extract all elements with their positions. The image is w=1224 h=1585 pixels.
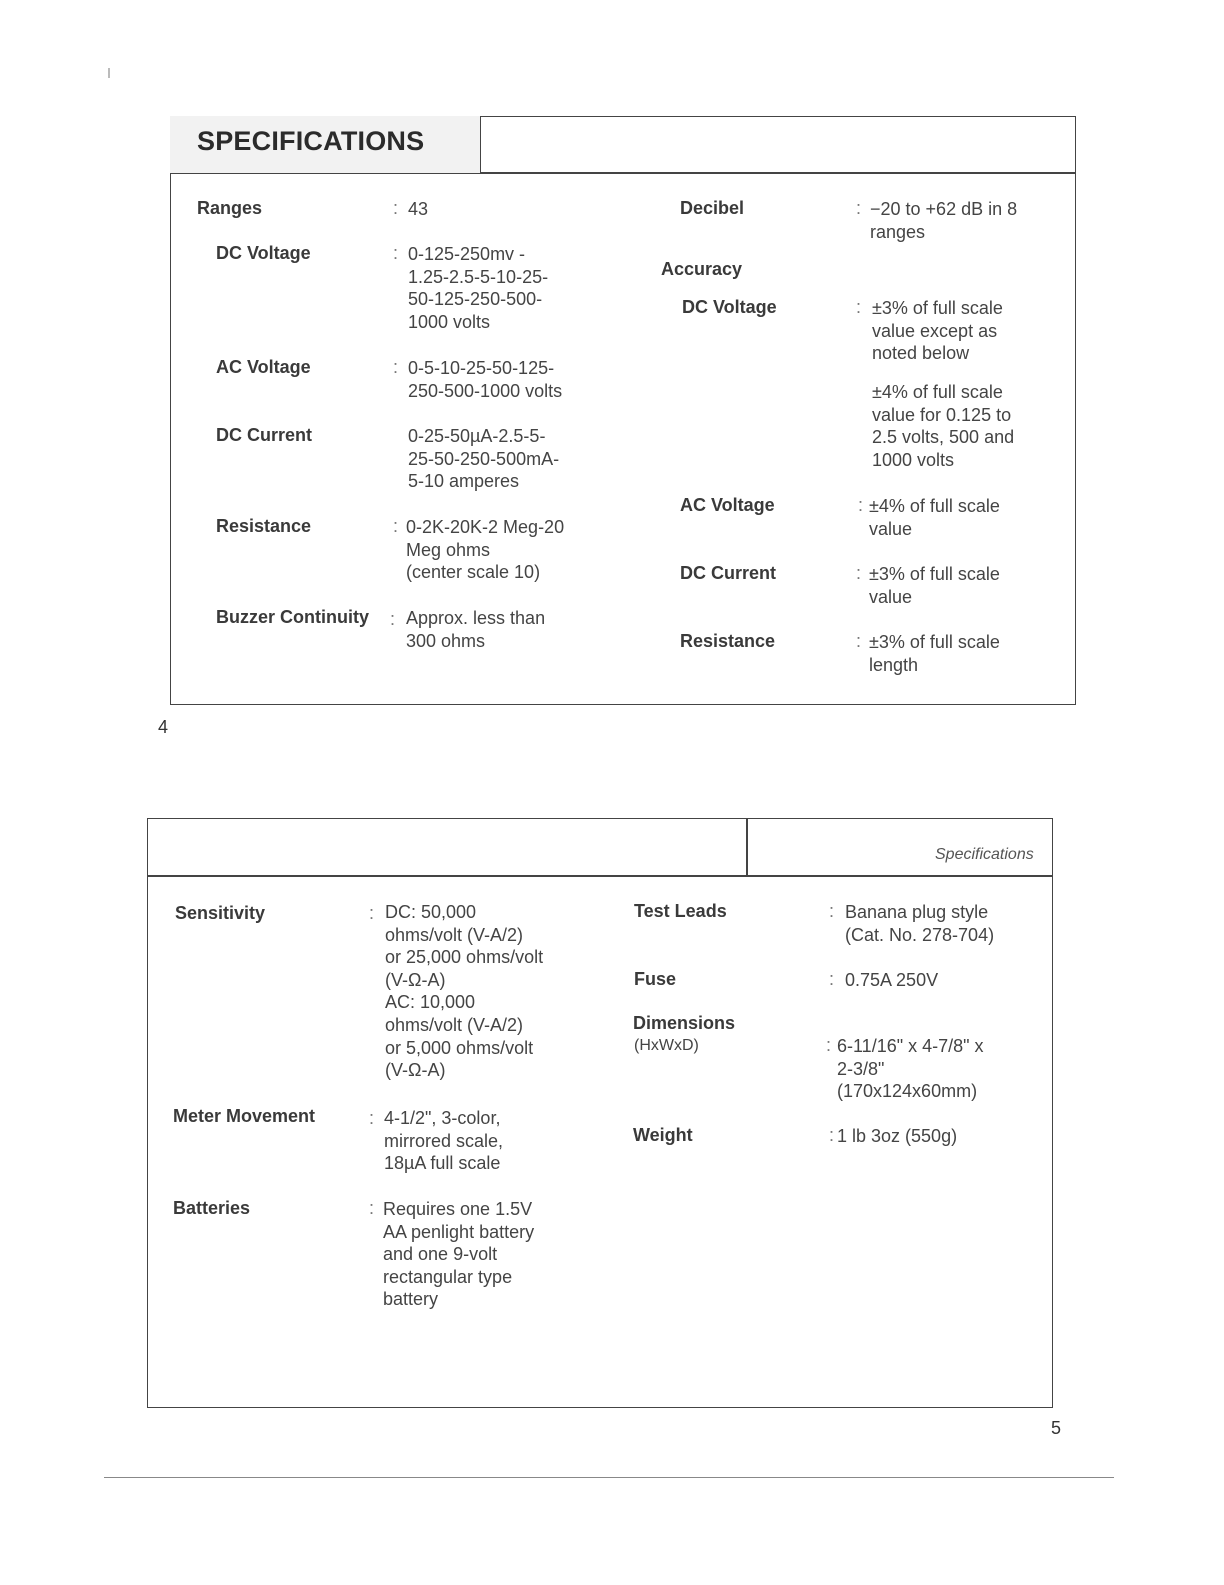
- scan-mark: [108, 68, 110, 78]
- spec-value-dc-voltage: 0-125-250mv - 1.25-2.5-5-10-25- 50-125-250-500- 1000 volts: [408, 244, 549, 332]
- spec-value-accuracy-dc-current: ±3% of full scale value: [869, 564, 1000, 607]
- spec-label-resistance: Resistance: [216, 516, 312, 536]
- colon: :: [390, 609, 396, 629]
- colon: :: [826, 1035, 832, 1055]
- spec-label-meter-movement: Meter Movement: [173, 1106, 316, 1126]
- colon: :: [856, 563, 862, 583]
- spec-value-accuracy-dc-voltage-note: ±4% of full scale value for 0.125 to 2.5 volts, 500 and 1000 volts: [872, 382, 1015, 470]
- spec-value-decibel: −20 to +62 dB in 8 ranges: [870, 199, 1018, 242]
- colon: :: [858, 495, 864, 515]
- page-bottom-rule: [104, 1477, 1114, 1478]
- colon: :: [856, 297, 862, 317]
- colon: :: [856, 198, 862, 218]
- header-divider-bottom: [746, 818, 748, 875]
- spec-value-resistance: 0-2K-20K-2 Meg-20 Meg ohms (center scale 10): [406, 517, 565, 583]
- spec-sublabel-dimensions: (HxWxD): [634, 1037, 699, 1054]
- spec-label-fuse: Fuse: [634, 969, 677, 989]
- spec-label-batteries: Batteries: [173, 1198, 251, 1218]
- accuracy-heading: Accuracy: [661, 259, 743, 279]
- spec-value-batteries: Requires one 1.5V AA penlight battery and one 9-volt rectangular type battery: [383, 1199, 535, 1310]
- spec-value-accuracy-resistance: ±3% of full scale length: [869, 632, 1000, 675]
- spec-label-accuracy-dc-voltage: DC Voltage: [682, 297, 777, 317]
- spec-label-ranges: Ranges: [197, 198, 263, 218]
- spec-label-accuracy-ac-voltage: AC Voltage: [680, 495, 775, 515]
- spec-value-weight: 1 lb 3oz (550g): [837, 1126, 958, 1146]
- page-number-bottom: 5: [1051, 1418, 1062, 1438]
- colon: :: [393, 198, 399, 218]
- spec-label-accuracy-dc-current: DC Current: [680, 563, 777, 583]
- page-number-top: 4: [158, 717, 169, 737]
- spec-label-accuracy-resistance: Resistance: [680, 631, 776, 651]
- colon: :: [829, 901, 835, 921]
- colon: :: [369, 903, 375, 923]
- colon: :: [393, 516, 399, 536]
- spec-value-meter-movement: 4-1/2", 3-color, mirrored scale, 18µA full scale: [384, 1108, 504, 1174]
- spec-label-ac-voltage: AC Voltage: [216, 357, 311, 377]
- colon: :: [829, 969, 835, 989]
- header-tag: Specifications: [935, 846, 1034, 863]
- spec-label-sensitivity: Sensitivity: [175, 903, 266, 923]
- header-rule-top: [481, 172, 1076, 174]
- spec-value-accuracy-ac-voltage: ±4% of full scale value: [869, 496, 1000, 539]
- spec-label-weight: Weight: [633, 1125, 693, 1145]
- colon: :: [369, 1108, 375, 1128]
- spec-value-ranges: 43: [408, 199, 429, 219]
- colon: :: [393, 357, 399, 377]
- spec-label-decibel: Decibel: [680, 198, 745, 218]
- spec-label-dc-current: DC Current: [216, 425, 313, 445]
- colon: :: [829, 1125, 835, 1145]
- spec-value-sensitivity: DC: 50,000 ohms/volt (V-A/2) or 25,000 ohms/volt (V-Ω-A) AC: 10,000 ohms/volt (V-A/2) or 5,000 ohms/volt (V-Ω-A): [385, 902, 544, 1081]
- colon: :: [393, 243, 399, 263]
- spec-label-test-leads: Test Leads: [634, 901, 727, 921]
- spec-value-test-leads: Banana plug style (Cat. No. 278-704): [845, 902, 995, 945]
- spec-value-fuse: 0.75A 250V: [845, 970, 939, 990]
- spec-value-ac-voltage: 0-5-10-25-50-125- 250-500-1000 volts: [408, 358, 563, 401]
- spec-label-dc-voltage: DC Voltage: [216, 243, 311, 263]
- spec-value-buzzer-continuity: Approx. less than 300 ohms: [406, 608, 546, 651]
- spec-value-accuracy-dc-voltage: ±3% of full scale value except as noted below: [872, 298, 1003, 364]
- spec-label-dimensions: Dimensions: [633, 1013, 736, 1033]
- page-title: SPECIFICATIONS: [197, 126, 425, 156]
- spec-value-dc-current: 0-25-50µA-2.5-5- 25-50-250-500mA- 5-10 amperes: [408, 426, 560, 492]
- header-rule-bottom: [147, 875, 1053, 877]
- spec-value-dimensions: 6-11/16" x 4-7/8" x 2-3/8" (170x124x60mm): [837, 1036, 984, 1102]
- colon: :: [856, 631, 862, 651]
- colon: :: [369, 1198, 375, 1218]
- spec-label-buzzer-continuity: Buzzer Continuity: [216, 607, 369, 627]
